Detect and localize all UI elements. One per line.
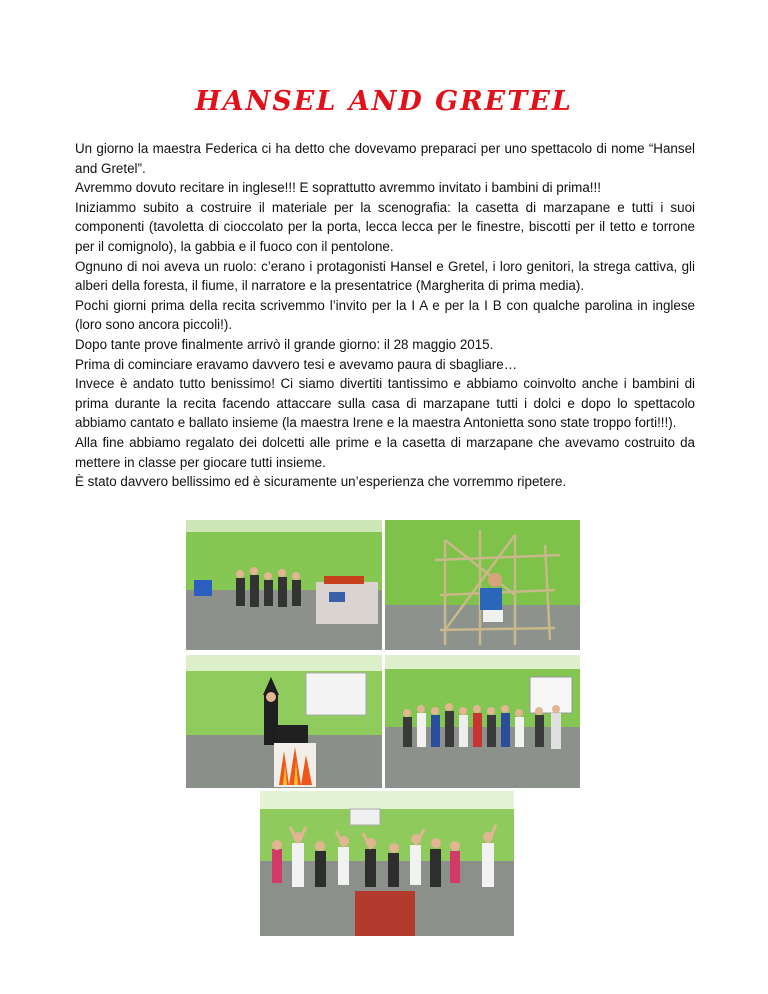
paragraph: Alla fine abbiamo regalato dei dolcetti alle prime e la casetta di marzapane che avevamo costruito da mettere in classe per giocare tutti insieme. [75, 434, 695, 470]
photo-witch-cauldron [186, 655, 382, 788]
photo-children-marzipan-house [186, 520, 382, 650]
paragraph: Pochi giorni prima della recita scrivemmo l’invito per la I A e per la I B con qualche parolina in inglese (loro sono ancora piccoli!). [75, 297, 695, 333]
page-title: HANSEL AND GRETEL [195, 86, 573, 117]
paragraph: Un giorno la maestra Federica ci ha detto che dovevamo preparaci per uno spettacolo di nome “Hansel and Gretel”. [75, 141, 695, 176]
paragraph: Dopo tante prove finalmente arrivò il grande giorno: il 28 maggio 2015. [75, 336, 494, 352]
article-body [75, 139, 695, 492]
paragraph: Prima di cominciare eravamo davvero tesi e avevamo paura di sbagliare… [75, 356, 518, 372]
paragraph: È stato davvero bellissimo ed è sicuramente un’esperienza che vorremmo ripetere. [75, 474, 567, 490]
paragraph: Ognuno di noi aveva un ruolo: c’erano i protagonisti Hansel e Gretel, i loro genitori, la strega cattiva, gli alberi della foresta, il fiume, il narratore e la presentatrice (Margherita di prima media). [75, 258, 695, 294]
photo-children-in-line [385, 655, 580, 788]
photo-child-in-cage [385, 520, 580, 650]
photo-children-dancing [260, 791, 514, 936]
paragraph: Avremmo dovuto recitare in inglese!!! E soprattutto avremmo invitato i bambini di prima!!! [75, 180, 601, 196]
paragraph: Invece è andato tutto benissimo! Ci siamo divertiti tantissimo e abbiamo coinvolto anche i bambini di prima durante la recita facendo attaccare sulla casa di marzapane tutti i dolci e dopo lo spettacolo abbiamo cantato e ballato insieme (la maestra Irene e la maestra Antonietta sono state troppo forti!!!). [75, 376, 695, 431]
paragraph: Iniziammo subito a costruire il materiale per la scenografia: la casetta di marzapane e tutti i suoi componenti (tavoletta di cioccolato per la porta, lecca lecca per le finestre, biscotti per il tetto e torrone per il comignolo), la gabbia e il fuoco con il pentolone. [75, 199, 695, 254]
